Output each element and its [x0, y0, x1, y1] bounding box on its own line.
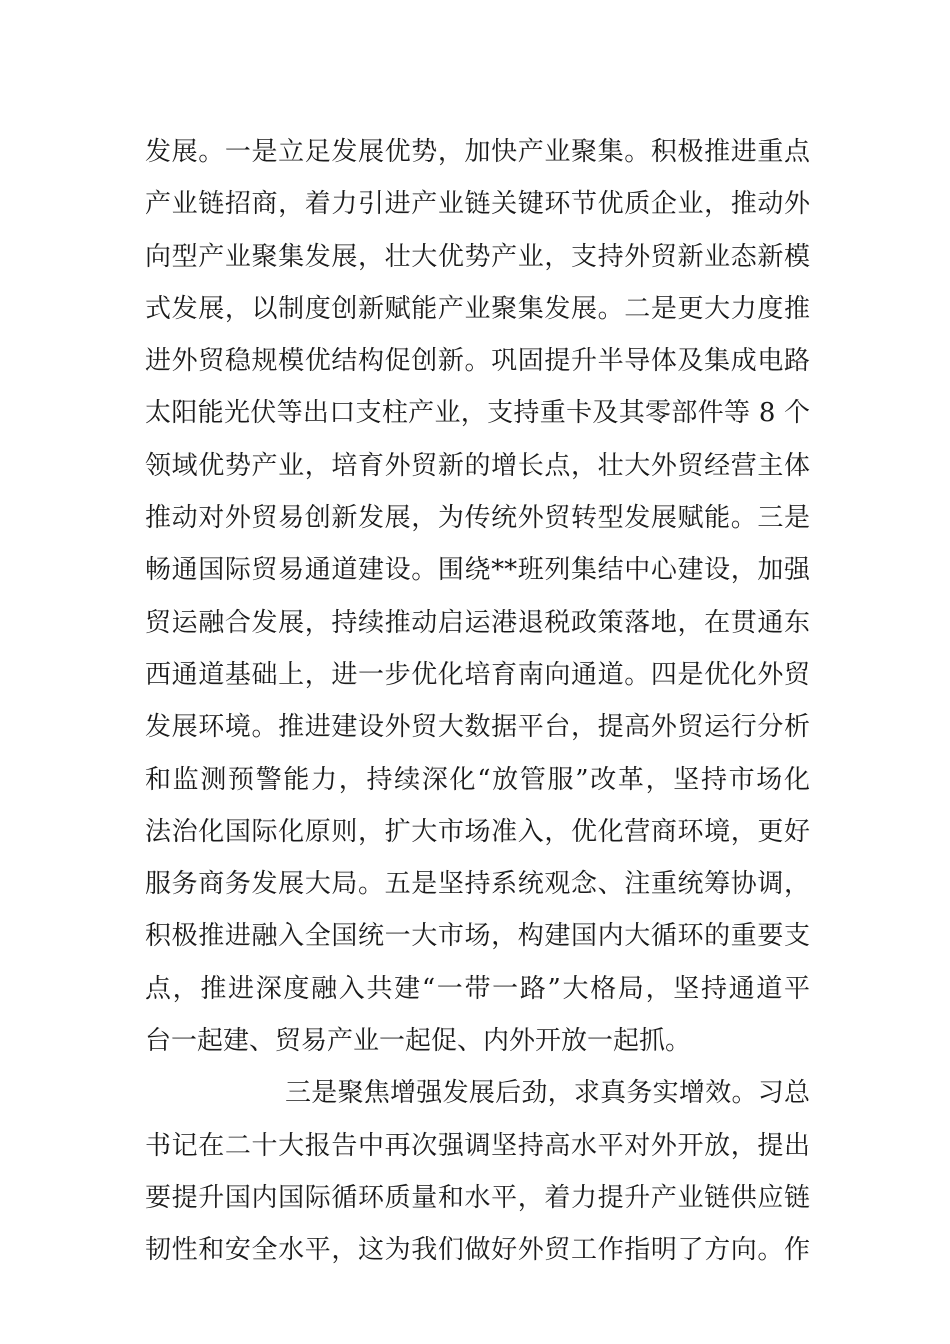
text-line: 点，推进深度融入共建“一带一路”大格局，坚持通道平	[145, 973, 810, 1004]
text-line: 进外贸稳规模优结构促创新。巩固提升半导体及集成电路	[145, 346, 810, 377]
text-line: 西通道基础上，进一步优化培育南向通道。四是优化外贸	[145, 659, 810, 690]
text-line: 书记在二十大报告中再次强调坚持高水平对外开放，提出	[145, 1130, 810, 1161]
text-line: 贸运融合发展，持续推动启运港退税政策落地，在贯通东	[145, 607, 810, 638]
text-line: 畅通国际贸易通道建设。围绕**班列集结中心建设，加强	[145, 555, 810, 586]
text-line: 服务商务发展大局。五是坚持系统观念、注重统筹协调，	[145, 869, 810, 900]
text-line: 太阳能光伏等出口支柱产业，支持重卡及其零部件等 8 个	[145, 398, 810, 429]
text-line: 韧性和安全水平，这为我们做好外贸工作指明了方向。作	[145, 1235, 810, 1266]
text-line: 和监测预警能力，持续深化“放管服”改革，坚持市场化	[145, 764, 810, 795]
text-line: 发展环境。推进建设外贸大数据平台，提高外贸运行分析	[145, 712, 810, 743]
text-line: 产业链招商，着力引进产业链关键环节优质企业，推动外	[145, 189, 810, 220]
text-line: 式发展，以制度创新赋能产业聚集发展。二是更大力度推	[145, 293, 810, 324]
text-line: 积极推进融入全国统一大市场，构建国内大循环的重要支	[145, 921, 810, 952]
text-line: 要提升国内国际循环质量和水平，着力提升产业链供应链	[145, 1182, 810, 1213]
text-line: 法治化国际化原则，扩大市场准入，优化营商环境，更好	[145, 816, 810, 847]
body-text	[145, 126, 810, 1277]
paragraph-start-line: 三是聚焦增强发展后劲，求真务实增效。习总	[285, 1078, 810, 1109]
paragraph-end-line: 台一起建、贸易产业一起促、内外开放一起抓。	[145, 1026, 692, 1057]
text-line: 向型产业聚集发展，壮大优势产业，支持外贸新业态新模	[145, 241, 810, 272]
text-line: 领域优势产业，培育外贸新的增长点，壮大外贸经营主体	[145, 450, 810, 481]
text-line: 推动对外贸易创新发展，为传统外贸转型发展赋能。三是	[145, 503, 810, 534]
text-line: 发展。一是立足发展优势，加快产业聚集。积极推进重点	[145, 137, 810, 167]
